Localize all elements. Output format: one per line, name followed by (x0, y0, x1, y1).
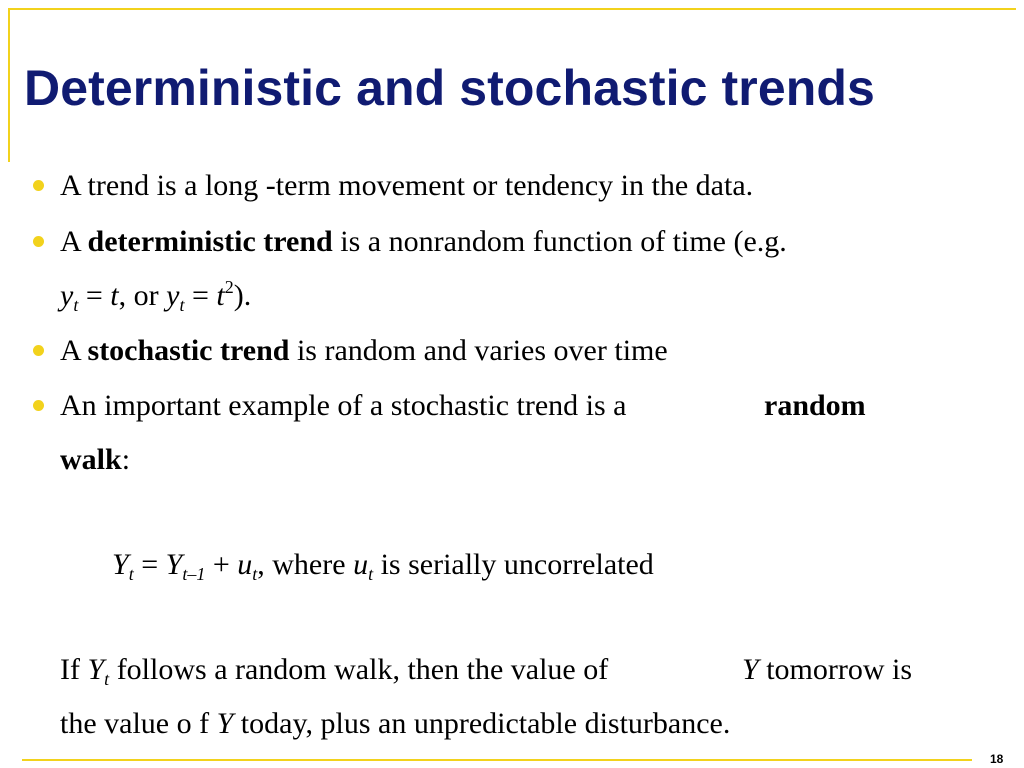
bottom-rule (22, 759, 972, 761)
term-deterministic-trend: deterministic trend (87, 225, 333, 258)
text-run: tomorrow is (758, 653, 913, 686)
bullet-dot (33, 345, 44, 356)
term-random (764, 386, 866, 426)
bullet-dot (33, 180, 44, 191)
math-var: Y (742, 653, 759, 686)
math-subscript: t (368, 564, 374, 584)
math-var: y (60, 279, 74, 312)
top-rule (8, 8, 1016, 10)
math-subscript: t (128, 564, 134, 584)
bullet-dot (33, 400, 44, 411)
text-run: , or (118, 279, 167, 312)
bullet-text-4 (60, 386, 627, 426)
math-superscript: 2 (224, 277, 234, 297)
math-var: Y (87, 653, 105, 686)
math-op: = (133, 548, 166, 581)
math-var: Y (216, 707, 234, 740)
term-walk: walk (60, 443, 122, 476)
text-run: An important example of a stochastic trend is a (60, 389, 627, 422)
paragraph-line-1 (60, 650, 608, 690)
text-run: ). (233, 279, 252, 312)
math-subscript: t (104, 669, 110, 689)
bullet-text-4-cont (60, 440, 130, 480)
math-var: y (166, 279, 180, 312)
text-run: is a nonrandom function of time (e.g. (332, 225, 787, 258)
math-var: u (353, 548, 369, 581)
math-subscript: t (252, 564, 258, 584)
math-subscript: t–1 (182, 564, 206, 584)
slide-title: Deterministic and stochastic trends (24, 60, 875, 116)
paragraph-line-1-end (742, 650, 912, 690)
text-run: A (60, 225, 88, 258)
math-subscript: t (179, 295, 185, 315)
text-run: is random and varies over time (289, 334, 668, 367)
text-run: is serially uncorrelated (373, 548, 654, 581)
random-walk-equation (112, 545, 654, 585)
bullet-text-2-cont (60, 276, 251, 316)
math-op: = (78, 279, 111, 312)
bullet-text-2 (60, 222, 787, 262)
bullet-dot (33, 236, 44, 247)
term-stochastic-trend: stochastic trend (87, 334, 290, 367)
math-var: u (237, 548, 253, 581)
text-run: : (121, 443, 131, 476)
math-var: t (110, 279, 119, 312)
text-run: today, plus an unpredictable disturbance. (233, 707, 731, 740)
term-random-bold: random (764, 389, 866, 422)
math-op: = (184, 279, 217, 312)
text-run: A (60, 334, 88, 367)
math-subscript: t (73, 295, 79, 315)
text-run: If (60, 653, 88, 686)
text-run: , where (257, 548, 354, 581)
math-var: Y (165, 548, 183, 581)
text-run: the value o f (60, 707, 217, 740)
left-rule (8, 8, 10, 162)
text-run: follows a random walk, then the value of (109, 653, 609, 686)
math-var: Y (112, 548, 129, 581)
math-op: + (205, 548, 238, 581)
paragraph-line-2 (60, 704, 730, 744)
bullet-text-3 (60, 331, 668, 371)
page-number: 18 (990, 752, 1004, 766)
math-var: t (216, 279, 225, 312)
bullet-text-1: A trend is a long -term movement or tendency in the data. (60, 169, 754, 202)
